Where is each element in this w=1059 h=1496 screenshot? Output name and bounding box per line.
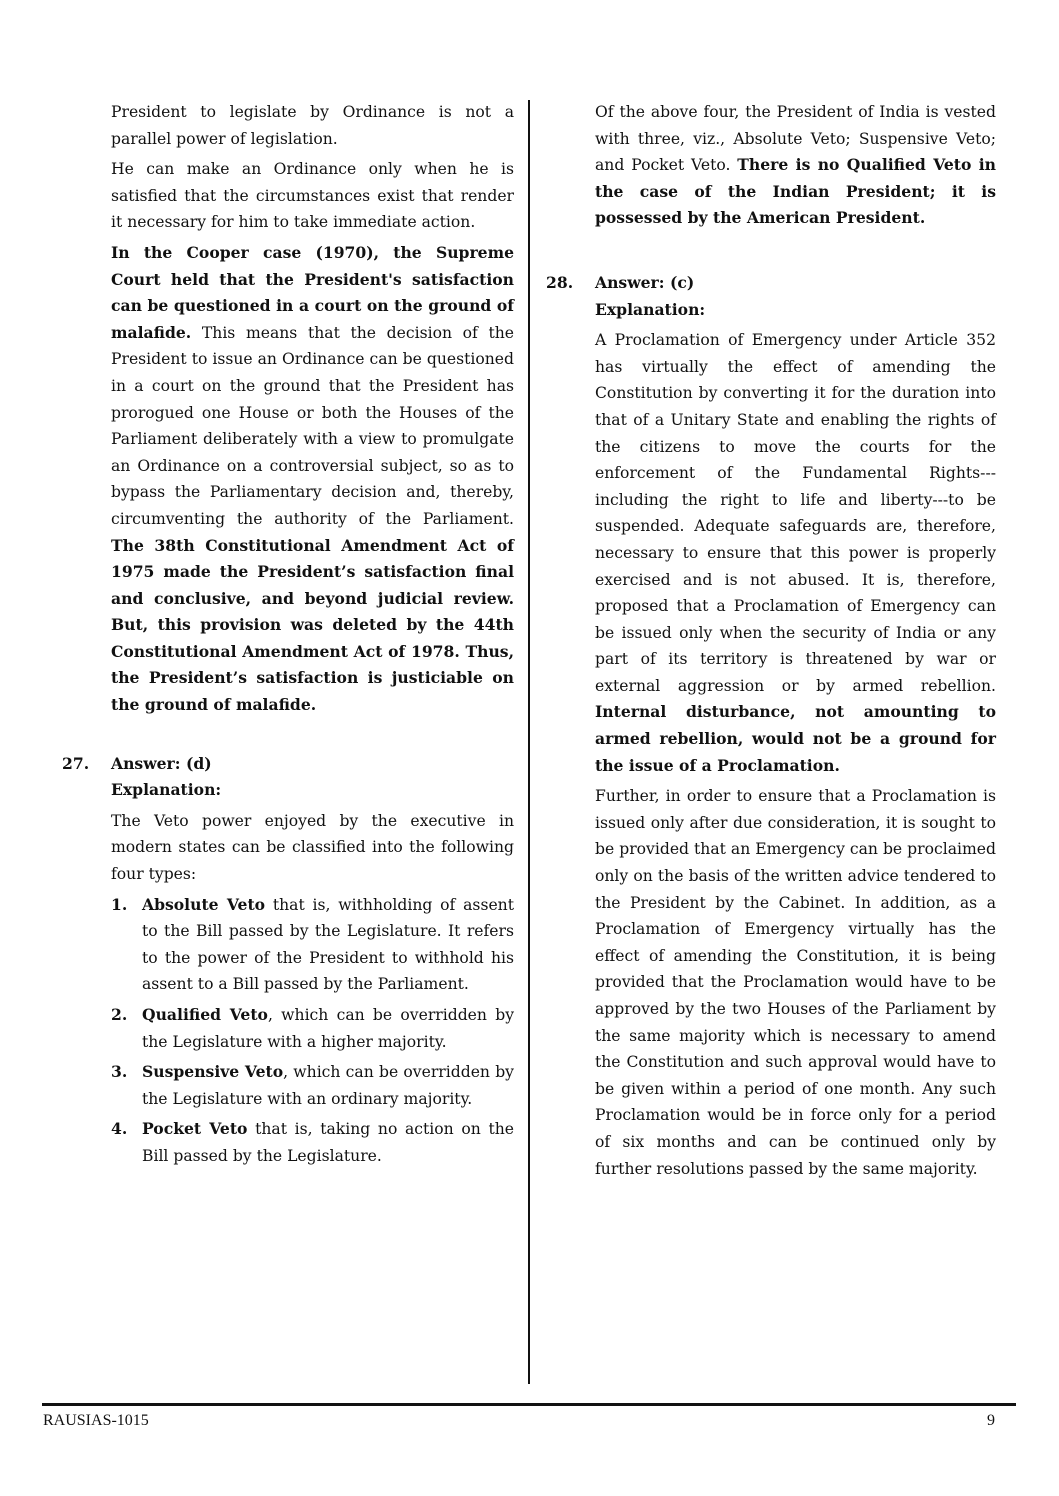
list-item: [111, 1059, 514, 1112]
paragraph: The Veto power enjoyed by the executive in modern states can be classified into the following four types:: [111, 811, 514, 884]
answer-label: Answer: (d): [111, 753, 212, 773]
text: , which can be overridden by the Legislature with a higher majority.: [142, 1006, 515, 1051]
question-28: [546, 270, 996, 1182]
text: , which can be overridden by the Legislature with an ordinary majority.: [142, 1063, 514, 1108]
right-column: [546, 99, 996, 1182]
bold-text: Qualified Veto: [142, 1005, 268, 1024]
explanation-heading: Explanation:: [595, 299, 706, 319]
paragraph: Further, in order to ensure that a Proclamation is issued only after due consideration, it is sought to be provided that an Emergency can be proclaimed only on the basis of the written advice tendered to the President by the Cabinet. In addition, as a Proclamation of Emergency virtually has the effect of amending the Constitution, it is being provided that the Proclamation would have to be approved by the two Houses of the Parliament by the same majority which is necessary to amend the Constitution and such approval would have to be given within a period of one month. Any such Proclamation would be in force only for a period of six months and can be continued only by further resolutions passed by the same majority.: [595, 787, 996, 1178]
bold-text: The 38th Constitutional Amendment Act of 1975 made the President’s satisfaction final and conclusive, and beyond judicial review. But, this provision was deleted by the 44th Constitutional Amendment Act of 1978. Thus, the President’s satisfaction is justiciable on the ground of malafide.: [111, 535, 514, 715]
footer-doc-code: RAUSIAS-1015: [43, 1412, 149, 1429]
list-number: 4.: [111, 1119, 128, 1139]
column-divider: [528, 100, 530, 1384]
list-number: 3.: [111, 1062, 128, 1082]
list-number: 1.: [111, 894, 128, 914]
question-number: 28.: [546, 272, 574, 292]
bold-text: In the Cooper case (1970), the Supreme Court held that the President's satisfaction can be questioned in a court on the ground of malafide.: [111, 242, 514, 342]
bold-text: Suspensive Veto: [142, 1062, 284, 1082]
paragraph: He can make an Ordinance only when he is satisfied that the circumstances exist that render it necessary for him to take immediate action.: [111, 160, 514, 232]
question-header: [546, 270, 996, 297]
footer-rule: [42, 1403, 1016, 1406]
explanation-label: [111, 777, 514, 804]
list-item: [111, 1116, 514, 1169]
list-item: [111, 1002, 514, 1055]
bold-text: There is no Qualified Veto in the case of the Indian President; it is possessed by the American President.: [595, 155, 996, 228]
paragraph-cooper-case: [111, 240, 514, 719]
page-number: 9: [987, 1412, 995, 1429]
explanation-heading: Explanation:: [111, 780, 222, 800]
paragraph-veto-summary: [595, 99, 996, 232]
text: that is, taking no action on the Bill passed by the Legislature.: [142, 1120, 514, 1165]
question-27: [62, 751, 514, 1170]
question-number: 27.: [62, 753, 90, 773]
bold-text: Internal disturbance, not amounting to armed rebellion, would not be a ground for the issue of a Proclamation.: [595, 702, 996, 775]
question-header: [62, 751, 514, 778]
veto-type-list: [111, 892, 514, 1170]
explanation-label: [595, 297, 996, 324]
text: Of the above four, the President of India is vested with three, viz., Absolute Veto; Suspensive Veto; and Pocket Veto.: [595, 103, 996, 175]
text: This means that the decision of the President to issue an Ordinance can be questioned in a court on the ground that the President has prorogued one House or both the Houses of the Parliament deliberately with a view to promulgate an Ordinance on a controversial subject, so as to bypass the Parliamentary decision and, thereby, circumventing the authority of the Parliament.: [111, 323, 514, 528]
bold-text: Absolute Veto: [142, 894, 266, 914]
text: A Proclamation of Emergency under Article 352 has virtually the effect of amending the Constitution by converting it for the duration into that of a Unitary State and enabling the rights of the citizens to move the courts for the enforcement of the Fundamental Rights---including the right to life and liberty---to be suspended. Adequate safeguards are, therefore, necessary to ensure that this power is properly exercised and is not abused. It is, therefore, proposed that a Proclamation of Emergency can be issued only when the security of India or any part of its territory is threatened by war or external aggression or by armed rebellion.: [595, 331, 996, 695]
bold-text: Pocket Veto: [142, 1119, 248, 1139]
answer-label: Answer: (c): [595, 272, 695, 292]
paragraph: President to legislate by Ordinance is not a parallel power of legislation.: [111, 103, 514, 148]
paragraph-emergency: [595, 327, 996, 779]
left-column: [62, 99, 514, 1174]
list-item: [111, 892, 514, 998]
list-number: 2.: [111, 1005, 128, 1024]
text: that is, withholding of assent to the Bill passed by the Legislature. It refers to the power of the President to withhold his assent to a Bill passed by the Parliament.: [142, 895, 514, 994]
